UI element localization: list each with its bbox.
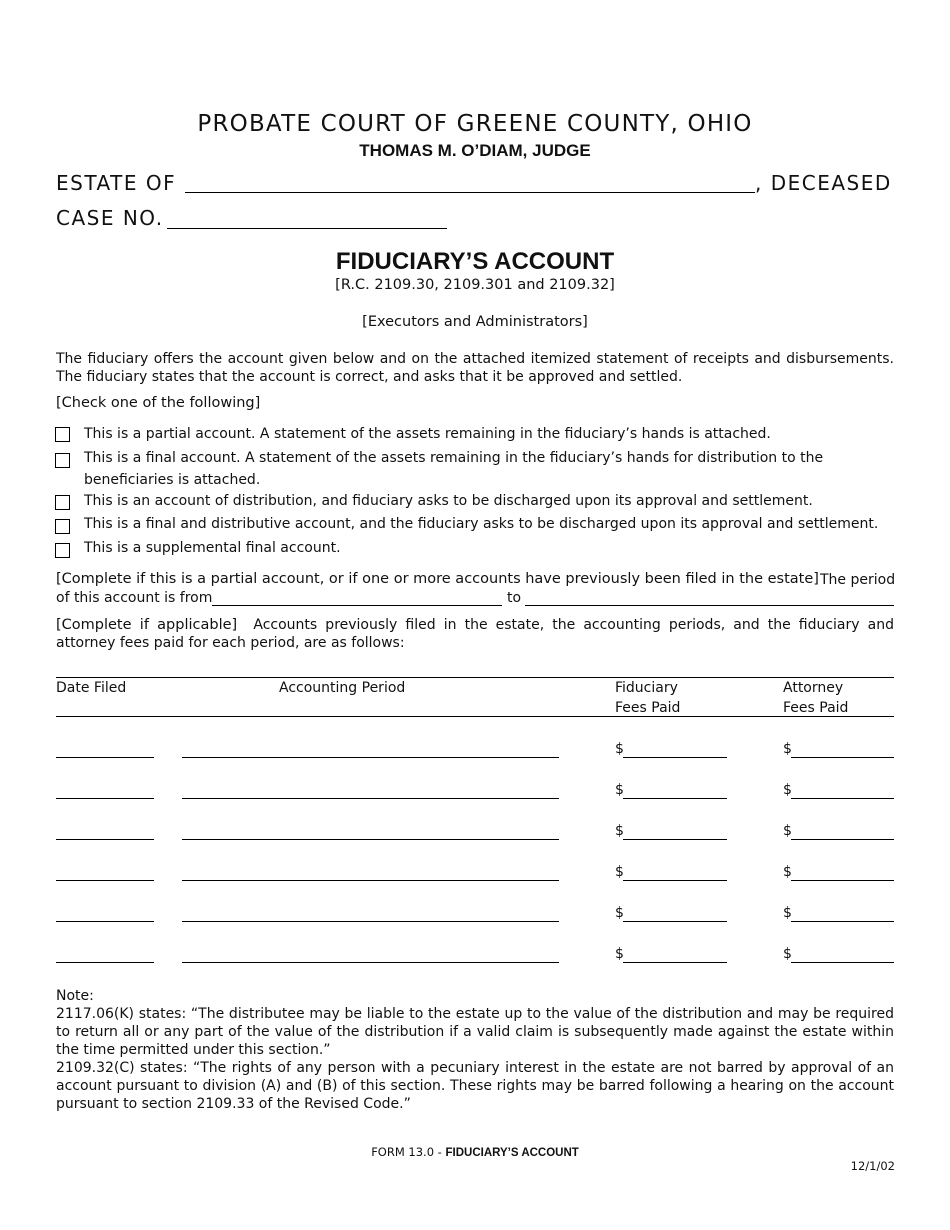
- previous-accounts-paragraph: [56, 616, 894, 652]
- accounting-period-field[interactable]: [182, 921, 559, 922]
- note-2117-06: 2117.06(K) states: “The distributee may be liable to the estate up to the value of the distribution and may be required to return all or any part of the value of the distribution if a valid claim is subsequently made against the estate within the time permitted under this section.”: [56, 1006, 894, 1058]
- accounting-period-field[interactable]: [182, 798, 559, 799]
- fiduciary-fees-field[interactable]: [623, 798, 727, 799]
- col-attorney-fees: [783, 678, 848, 718]
- partial-account-label: This is a partial account. A statement of the assets remaining in the fiduciary’s hands is attached.: [84, 426, 771, 442]
- attorney-fees-field[interactable]: [791, 880, 894, 881]
- date-filed-field[interactable]: [56, 962, 154, 963]
- period-from-field[interactable]: [212, 605, 502, 606]
- intro-paragraph: The fiduciary offers the account given below and on the attached itemized statement of receipts and disbursements. The fiduciary states that the account is correct, and asks that it be approved and settled.: [56, 351, 894, 385]
- table-top-rule: [56, 677, 894, 678]
- date-filed-field[interactable]: [56, 921, 154, 922]
- col-fiduciary-line2: Fees Paid: [615, 700, 681, 716]
- previous-instruction: [Complete if applicable]: [56, 617, 238, 633]
- case-no-field[interactable]: [167, 228, 447, 229]
- final-distributive-account-checkbox[interactable]: [55, 519, 70, 534]
- date-filed-field[interactable]: [56, 798, 154, 799]
- period-from-label: of this account is from: [56, 590, 213, 606]
- accounting-period-field[interactable]: [182, 757, 559, 758]
- attorney-fees-field[interactable]: [791, 962, 894, 963]
- dollar-sign: $: [783, 741, 792, 757]
- distribution-account-label: This is an account of distribution, and fiduciary asks to be discharged upon its approval and settlement.: [84, 493, 813, 509]
- deceased-label: , DECEASED: [755, 171, 892, 195]
- check-instruction: [Check one of the following]: [56, 395, 261, 411]
- distribution-account-checkbox[interactable]: [55, 495, 70, 510]
- case-no-label: CASE NO.: [56, 206, 164, 230]
- period-to-label: to: [507, 590, 522, 606]
- accounting-period-field[interactable]: [182, 880, 559, 881]
- attorney-fees-field[interactable]: [791, 757, 894, 758]
- col-accounting-period: Accounting Period: [279, 680, 406, 696]
- period-instruction: [Complete if this is a partial account, or if one or more accounts have previously been filed in the estate]: [56, 571, 819, 587]
- date-filed-field[interactable]: [56, 839, 154, 840]
- fiduciary-fees-field[interactable]: [623, 962, 727, 963]
- col-attorney-line2: Fees Paid: [783, 700, 849, 716]
- estate-name-field[interactable]: [185, 192, 755, 193]
- court-title: PROBATE COURT OF GREENE COUNTY, OHIO: [197, 111, 753, 137]
- the-period-label: The period: [820, 572, 896, 588]
- form-name: FIDUCIARY’S ACCOUNT: [445, 1147, 579, 1159]
- note-section: [56, 987, 894, 1113]
- col-fiduciary-fees: [615, 678, 680, 718]
- col-attorney-line1: Attorney: [783, 680, 844, 696]
- previous-text: Accounts previously filed in the estate, the accounting periods, and the fiduciary and attorney fees paid for each period, are as follows:: [56, 617, 894, 651]
- final-distributive-account-label: This is a final and distributive account, and the fiduciary asks to be discharged upon its approval and settlement.: [84, 516, 879, 532]
- fiduciary-fees-field[interactable]: [623, 757, 727, 758]
- supplemental-final-account-label: This is a supplemental final account.: [84, 540, 341, 556]
- dollar-sign: $: [783, 864, 792, 880]
- fiduciary-fees-field[interactable]: [623, 921, 727, 922]
- date-filed-field[interactable]: [56, 757, 154, 758]
- estate-of-label: ESTATE OF: [56, 171, 177, 195]
- final-account-checkbox[interactable]: [55, 453, 70, 468]
- supplemental-final-account-checkbox[interactable]: [55, 543, 70, 558]
- final-account-label: This is a final account. A statement of the assets remaining in the fiduciary’s hands for distribution to the beneficiaries is attached.: [84, 450, 824, 488]
- form-footer: [0, 1145, 950, 1159]
- dollar-sign: $: [615, 864, 624, 880]
- table-header-rule: [56, 716, 894, 717]
- col-fiduciary-line1: Fiduciary: [615, 680, 678, 696]
- dollar-sign: $: [615, 946, 624, 962]
- fiduciary-fees-field[interactable]: [623, 880, 727, 881]
- attorney-fees-field[interactable]: [791, 798, 894, 799]
- dollar-sign: $: [783, 782, 792, 798]
- dollar-sign: $: [615, 905, 624, 921]
- accounting-period-field[interactable]: [182, 962, 559, 963]
- dollar-sign: $: [615, 823, 624, 839]
- form-date: 12/1/02: [850, 1159, 895, 1173]
- dollar-sign: $: [783, 946, 792, 962]
- note-2109-32: 2109.32(C) states: “The rights of any person with a pecuniary interest in the estate are not barred by approval of an account pursuant to division (A) and (B) of this section. These rights may be barred following a hearing on the account pursuant to section 2109.33 of the Revised Code.”: [56, 1060, 894, 1112]
- dollar-sign: $: [783, 905, 792, 921]
- note-label: Note:: [56, 988, 94, 1004]
- period-to-field[interactable]: [525, 605, 894, 606]
- applies-to: [Executors and Administrators]: [362, 314, 588, 330]
- col-date-filed: Date Filed: [56, 680, 127, 696]
- form-title: FIDUCIARY’S ACCOUNT: [335, 248, 615, 275]
- attorney-fees-field[interactable]: [791, 839, 894, 840]
- accounting-period-field[interactable]: [182, 839, 559, 840]
- dollar-sign: $: [615, 741, 624, 757]
- form-number: FORM 13.0 -: [371, 1145, 446, 1159]
- date-filed-field[interactable]: [56, 880, 154, 881]
- statutes-reference: [R.C. 2109.30, 2109.301 and 2109.32]: [335, 277, 615, 293]
- dollar-sign: $: [783, 823, 792, 839]
- attorney-fees-field[interactable]: [791, 921, 894, 922]
- fiduciary-fees-field[interactable]: [623, 839, 727, 840]
- judge-name: THOMAS M. O’DIAM, JUDGE: [359, 141, 591, 160]
- dollar-sign: $: [615, 782, 624, 798]
- partial-account-checkbox[interactable]: [55, 427, 70, 442]
